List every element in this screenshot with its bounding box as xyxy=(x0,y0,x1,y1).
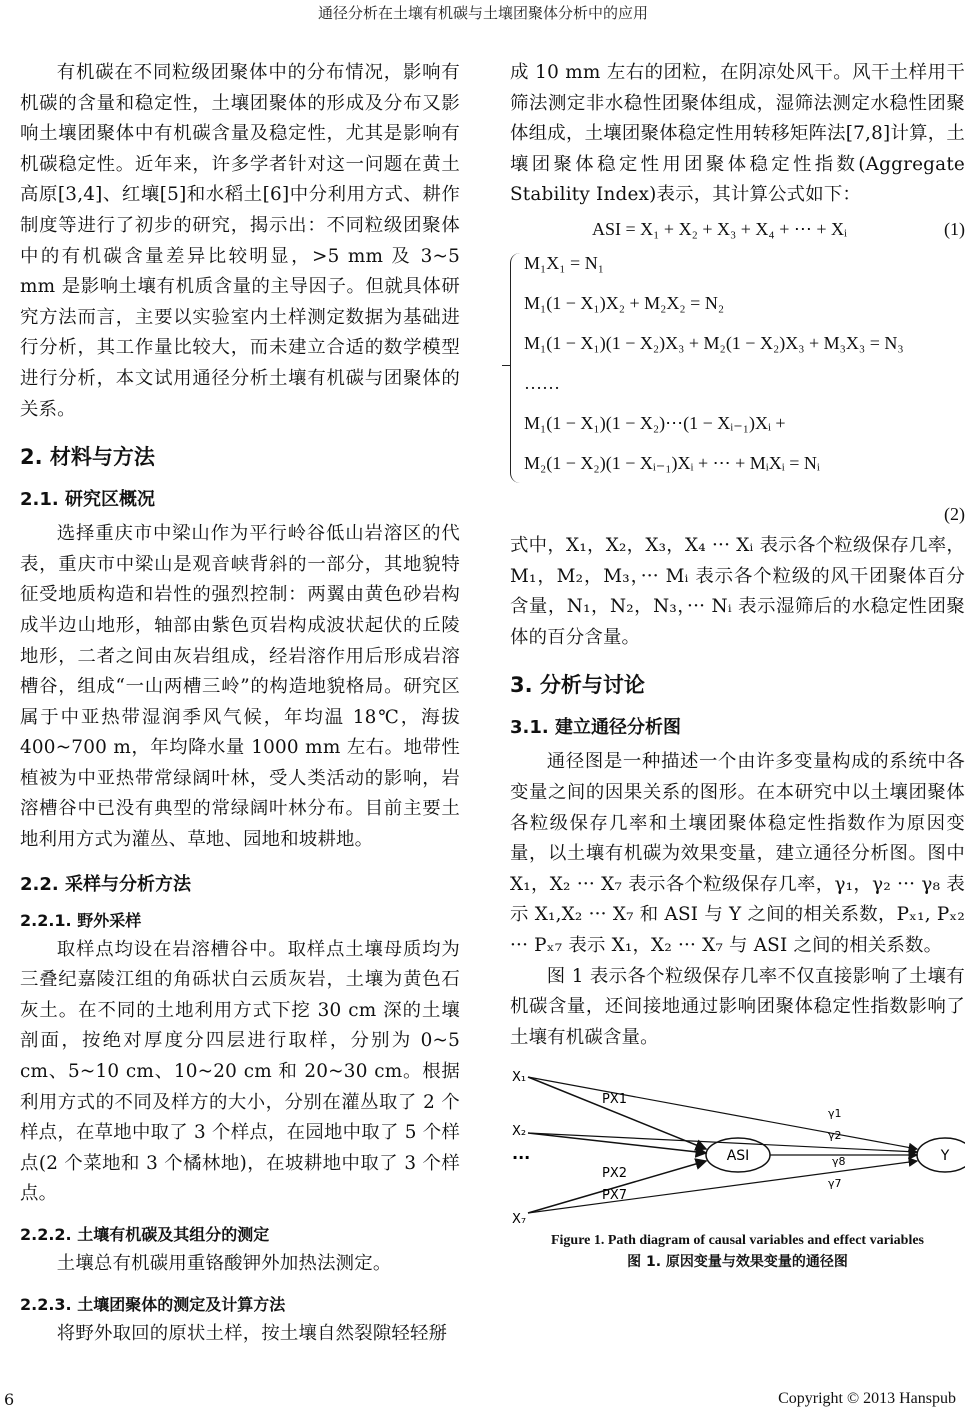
where-paragraph: 式中，X₁，X₂，X₃，X₄ ··· Xᵢ 表示各个粒级保存几率，M₁，M₂，M₃，··· Mᵢ 表示各个粒级的风干团聚体百分含量，N₁，N₂，N₃，··· Nᵢ 表示湿筛后的水稳定性团聚体的百分含量。 xyxy=(510,534,965,648)
label-px1: PX1 xyxy=(602,1092,628,1108)
label-gamma-2: γ2 xyxy=(828,1129,842,1143)
equation-2-system xyxy=(510,247,965,497)
equation-2-row: M₂(1 − X₂)(1 − Xᵢ₋₁)Xᵢ + ⋯ + MᵢXᵢ = Nᵢ xyxy=(524,452,820,473)
copyright: Copyright © 2013 Hanspub xyxy=(778,1390,956,1407)
soc-paragraph: 土壤总有机碳用重铬酸钾外加热法测定。 xyxy=(56,1253,392,1274)
path-paragraph-1: 通径图是一种描述一个由许多变量构成的系统中各变量之间的因果关系的图形。在本研究中以土壤团聚体各粒级保存几率和土壤团聚体稳定性指数作为原因变量，以土壤有机碳为效果变量，建立通径分析图。图中 X₁，X₂ ··· X₇ 表示各个粒级保存几率，γ₁，γ₂ ··· γ₈ 表示 X₁,X₂ ··· X₇ 和 ASI 与 Y 之间的相关系数，Pₓ₁, Pₓ₂ ··· Pₓ₇ 表示 X₁，X₂ ··· X₇ 与 ASI 之间的相关系数。 xyxy=(510,751,965,956)
section-heading-materials: 2. 材料与方法 xyxy=(20,445,155,470)
node-ellipsis: ··· xyxy=(512,1148,531,1168)
label-gamma-1: γ1 xyxy=(828,1107,842,1121)
intro-paragraph: 有机碳在不同粒级团聚体中的分布情况，影响有机碳的含量和稳定性，土壤团聚体的形成及分布又影响土壤团聚体中有机碳含量及稳定性，尤其是影响有机碳稳定性。近年来，许多学者针对这一问题在黄土高原[3,4]、红壤[5]和水稻土[6]中分利用方式、耕作制度等进行了初步的研究，揭示出：不同粒级团聚体中的有机碳含量差异比较明显，>5 mm 及 3~5 mm 是影响土壤有机质含量的主导因子。但就具体研究方法而言，主要以实验室内土样测定数据为基础进行分析，其工作量比较大，而未建立合适的数学模型进行分析，本文试用通径分析土壤有机碳与团聚体的关系。 xyxy=(20,62,460,420)
left-brace-tip xyxy=(502,365,510,367)
path-diagram-svg xyxy=(510,1063,965,1233)
subsection-heading-study-area: 2.1. 研究区概况 xyxy=(20,489,155,511)
arrow-x1-asi xyxy=(528,1077,706,1149)
left-brace xyxy=(510,253,521,483)
equation-2-row: …… xyxy=(524,372,560,393)
arrow-x7-y xyxy=(528,1161,917,1213)
running-title: 通径分析在土壤有机碳与土壤团聚体分析中的应用 xyxy=(317,4,648,22)
equation-1-number: (1) xyxy=(944,218,965,239)
arrow-x1-y xyxy=(528,1077,917,1149)
section-heading-analysis: 3. 分析与讨论 xyxy=(510,673,645,698)
node-x2: X₂ xyxy=(512,1124,527,1140)
arrow-x2-asi xyxy=(528,1133,706,1153)
equation-1-body: ASI = X₁ + X₂ + X₃ + X₄ + ⋯ + Xᵢ xyxy=(592,218,847,239)
subsubsection-heading-field: 2.2.1. 野外采样 xyxy=(20,910,142,930)
figure-caption-cn: 图 1. 原因变量与效果变量的通径图 xyxy=(627,1254,848,1271)
equation-2-row: M₁(1 − X₁)(1 − X₂)X₃ + M₂(1 − X₂)X₃ + M₃X₃ = N₃ xyxy=(524,332,904,353)
figure-caption-en: Figure 1. Path diagram of causal variables and effect variables xyxy=(550,1233,925,1249)
equation-2-row: M₁(1 − X₁)X₂ + M₂X₂ = N₂ xyxy=(524,292,725,313)
arrow-x2-y xyxy=(528,1133,917,1152)
node-x1: X₁ xyxy=(512,1070,527,1086)
subsection-heading-path: 3.1. 建立通径分析图 xyxy=(510,717,681,739)
path-diagram xyxy=(510,1063,965,1233)
equation-1 xyxy=(510,211,965,247)
aggregate-paragraph: 将野外取回的原状土样，按土壤自然裂隙轻轻掰 xyxy=(56,1322,448,1344)
left-column xyxy=(20,58,460,1349)
subsubsection-heading-soc: 2.2.2. 土壤有机碳及其组分的测定 xyxy=(20,1225,270,1244)
subsection-heading-sampling: 2.2. 采样与分析方法 xyxy=(20,873,191,895)
subsubsection-heading-aggregate: 2.2.3. 土壤团聚体的测定及计算方法 xyxy=(20,1294,286,1314)
label-gamma-8: γ8 xyxy=(832,1155,846,1169)
node-y: Y xyxy=(940,1148,950,1165)
study-area-paragraph: 选择重庆市中梁山作为平行岭谷低山岩溶区的代表，重庆市中梁山是观音峡背斜的一部分，其地貌特征受地质构造和岩性的强烈控制：两翼由黄色砂岩构成半边山地形，轴部由紫色页岩构成波状起伏的丘陵地形，二者之间由灰岩组成，经岩溶作用后形成岩溶槽谷，组成“一山两槽三岭”的构造地貌格局。研究区属于中亚热带湿润季风气候，年均温 18℃，海拔 400~700 m，年均降水量 1000 mm 左右。地带性植被为中亚热带常绿阔叶林，受人类活动的影响，岩溶槽谷中已没有典型的常绿阔叶林分布。目前主要土地利用方式为灌丛、草地、园地和坡耕地。 xyxy=(20,523,460,851)
right-column xyxy=(510,58,965,1271)
field-sampling-paragraph: 取样点均设在岩溶槽谷中。取样点土壤母质均为三叠纪嘉陵江组的角砾状白云质灰岩，土壤为黄色石灰土。在不同的土地利用方式下挖 30 cm 深的土壤剖面，按绝对厚度分四层进行取样，分别为 0~5 cm、5~10 cm、10~20 cm 和 20~30 cm。根据利用方式的不同及样方的大小，分别在灌丛取了 2 个样点，在草地中取了 3 个样点，在园地中取了 5 个样点(2 个菜地和 3 个橘林地)，在坡耕地中取了 3 个样点。 xyxy=(20,938,460,1205)
equation-2-row: M₁X₁ = N₁ xyxy=(524,252,604,273)
label-px2: PX2 xyxy=(602,1166,628,1182)
node-x7: X₇ xyxy=(512,1212,527,1228)
label-px7: PX7 xyxy=(602,1188,628,1204)
equation-2-row: M₁(1 − X₁)(1 − X₂)⋯(1 − Xᵢ₋₁)Xᵢ + xyxy=(524,412,786,433)
equation-2-number: (2) xyxy=(944,503,965,524)
path-paragraph-2: 图 1 表示各个粒级保存几率不仅直接影响了土壤有机碳含量，还间接地通过影响团聚体稳定性指数影响了土壤有机碳含量。 xyxy=(510,965,965,1048)
page-number: 6 xyxy=(4,1390,15,1409)
continued-paragraph: 成 10 mm 左右的团粒，在阴凉处风干。风干土样用干筛法测定非水稳性团聚体组成，湿筛法测定水稳性团聚体组成，土壤团聚体稳定性用转移矩阵法[7,8]计算，土壤团聚体稳定性用团聚体稳定性指数(Aggregate Stability Index)表示，其计算公式如下： xyxy=(510,62,965,206)
node-asi: ASI xyxy=(726,1148,750,1165)
label-gamma-7: γ7 xyxy=(828,1177,842,1191)
